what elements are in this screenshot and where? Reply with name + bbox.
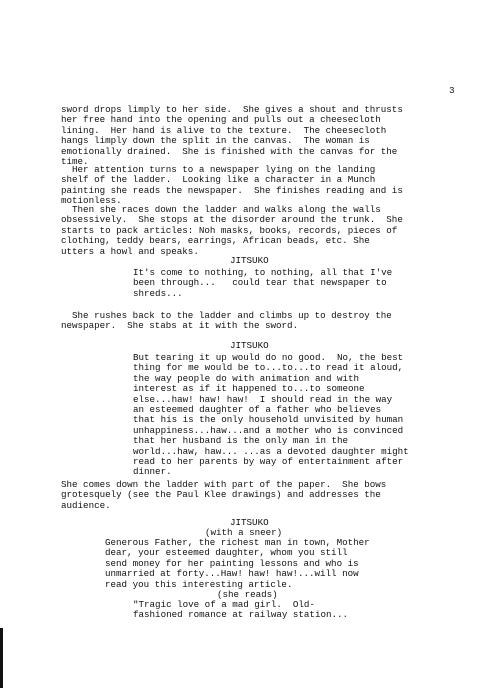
page-number: 3 <box>449 85 455 96</box>
character-cue: JITSUKO <box>230 255 269 266</box>
action-paragraph: She comes down the ladder with part of the paper. She bows grotesquely (see the Paul Klee drawings) and addresses the audience. <box>61 479 387 511</box>
dialogue: It's come to nothing, to nothing, all that I've been through... could tear that newspaper to shreds... <box>133 267 393 299</box>
dialogue: Generous Father, the richest man in town, Mother dear, your esteemed daughter, whom you still send money for her painting lessons and who is unmarried at forty...Haw! haw! haw!...will now read you this interesting article. <box>105 537 370 590</box>
dialogue: "Tragic love of a mad girl. Old- fashioned romance at railway station... <box>133 599 349 621</box>
scan-edge-mark <box>0 628 3 688</box>
parenthetical: (she reads) <box>217 589 278 600</box>
action-paragraph: sword drops limply to her side. She gives a shout and thrusts her free hand into the opening and pulls out a cheesecloth lining. Her hand is alive to the texture. The cheesecloth hangs limply down the split in the canvas. The woman is emotionally drained. She is finished with the canvas for the time. <box>61 104 403 168</box>
dialogue: But tearing it up would do no good. No, the best thing for me would be to...to...to read it aloud, the way people do with animation and with interest as if it happened to...to someone else...haw! haw! haw! I should read in the way an esteemed daughter of a father who believes that his is the only household unvisited by human unhappiness...haw...and a mother who is convinced that her husband is the only man in the world...haw, haw... ...as a devoted daughter might read to her parents by way of entertainment after dinner. <box>133 352 409 478</box>
action-paragraph: Her attention turns to a newspaper lying on the landing shelf of the ladder. Looking like a character in a Munch painting she reads the newspaper. She finishes reading and is motionless. <box>61 164 403 207</box>
character-cue: JITSUKO <box>230 517 269 528</box>
action-paragraph: She rushes back to the ladder and climbs up to destroy the newspaper. She stabs at it with the sword. <box>61 310 392 332</box>
parenthetical: (with a sneer) <box>205 527 283 538</box>
character-cue: JITSUKO <box>230 340 269 351</box>
action-paragraph: Then she races down the ladder and walks along the walls obsessively. She stops at the disorder around the trunk. She starts to pack articles: Noh masks, books, records, pieces of clothing, teddy bears, earrings, African beads, etc. She utters a howl and speaks. <box>61 204 403 257</box>
